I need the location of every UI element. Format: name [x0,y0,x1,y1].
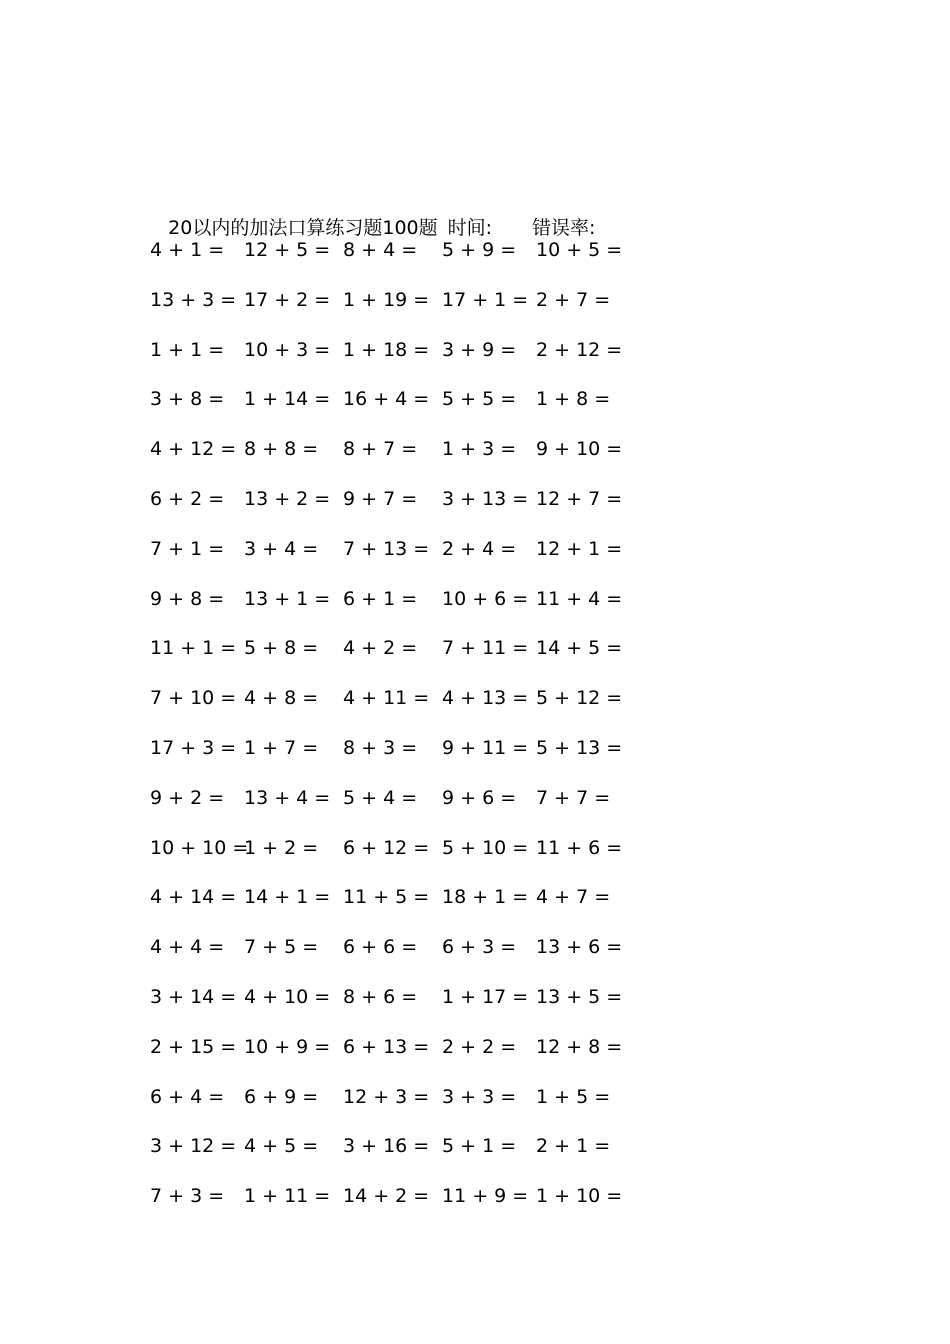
problem-row [0,384,950,414]
problem-row [0,584,950,614]
problem-row [0,733,950,763]
addition-problem: 3 + 13 = [442,488,529,510]
addition-problem: 5 + 10 = [442,836,529,859]
problem-row [0,235,950,265]
problem-row [0,534,950,564]
addition-problem: 8 + 3 = [343,737,418,759]
problem-row [0,335,950,365]
addition-problem: 12 + 1 = [536,537,623,560]
addition-problem: 5 + 1 = [442,1135,517,1158]
addition-problem: 11 + 1 = [150,637,237,660]
addition-problem: 10 + 10 = [150,836,249,859]
addition-problem: 1 + 2 = [244,836,319,859]
addition-problem: 7 + 13 = [343,537,430,560]
addition-problem: 3 + 14 = [150,986,237,1008]
addition-problem: 1 + 1 = [150,338,225,361]
addition-problem: 1 + 17 = [442,986,529,1008]
addition-problem: 12 + 5 = [244,239,331,261]
addition-problem: 11 + 9 = [442,1185,529,1208]
addition-problem: 3 + 4 = [244,537,319,560]
addition-problem: 7 + 11 = [442,637,529,660]
problem-row [0,633,950,663]
addition-problem: 11 + 4 = [536,587,623,610]
addition-problem: 9 + 2 = [150,786,225,809]
problem-row [0,285,950,315]
addition-problem: 7 + 5 = [244,936,319,959]
problem-row [0,882,950,912]
addition-problem: 4 + 1 = [150,239,225,261]
addition-problem: 12 + 7 = [536,488,623,510]
addition-problem: 6 + 9 = [244,1085,319,1108]
addition-problem: 1 + 18 = [343,338,430,361]
problem-row [0,932,950,962]
addition-problem: 10 + 3 = [244,338,331,361]
addition-problem: 13 + 4 = [244,786,331,809]
addition-problem: 8 + 4 = [343,239,418,261]
addition-problem: 3 + 9 = [442,338,517,361]
addition-problem: 8 + 8 = [244,438,319,461]
addition-problem: 7 + 7 = [536,786,611,809]
problem-row [0,1181,950,1211]
problem-row [0,783,950,813]
addition-problem: 2 + 2 = [442,1035,517,1058]
addition-problem: 13 + 5 = [536,986,623,1008]
addition-problem: 2 + 7 = [536,288,611,311]
addition-problem: 5 + 9 = [442,239,517,261]
problem-row [0,434,950,464]
addition-problem: 6 + 3 = [442,936,517,959]
addition-problem: 5 + 13 = [536,737,623,759]
addition-problem: 6 + 12 = [343,836,430,859]
addition-problem: 18 + 1 = [442,886,529,909]
addition-problem: 9 + 6 = [442,786,517,809]
problem-row [0,1082,950,1112]
problem-row [0,484,950,514]
addition-problem: 11 + 6 = [536,836,623,859]
addition-problem: 9 + 11 = [442,737,529,759]
addition-problem: 3 + 8 = [150,388,225,411]
addition-problem: 2 + 15 = [150,1035,237,1058]
addition-problem: 4 + 10 = [244,986,331,1008]
addition-problem: 4 + 8 = [244,687,319,710]
addition-problem: 13 + 6 = [536,936,623,959]
addition-problem: 4 + 2 = [343,637,418,660]
problem-row [0,1131,950,1161]
addition-problem: 1 + 11 = [244,1185,331,1208]
problem-row [0,1032,950,1062]
addition-problem: 6 + 2 = [150,488,225,510]
addition-problem: 9 + 10 = [536,438,623,461]
addition-problem: 17 + 3 = [150,737,237,759]
addition-problem: 3 + 12 = [150,1135,237,1158]
addition-problem: 4 + 13 = [442,687,529,710]
addition-problem: 5 + 8 = [244,637,319,660]
addition-problem: 2 + 1 = [536,1135,611,1158]
addition-problem: 7 + 10 = [150,687,237,710]
addition-problem: 13 + 2 = [244,488,331,510]
addition-problem: 6 + 13 = [343,1035,430,1058]
addition-problem: 3 + 16 = [343,1135,430,1158]
problem-row [0,683,950,713]
addition-problem: 7 + 1 = [150,537,225,560]
addition-problem: 5 + 4 = [343,786,418,809]
addition-problem: 14 + 5 = [536,637,623,660]
addition-problem: 4 + 7 = [536,886,611,909]
addition-problem: 10 + 6 = [442,587,529,610]
problem-row [0,982,950,1012]
addition-problem: 4 + 5 = [244,1135,319,1158]
addition-problem: 14 + 1 = [244,886,331,909]
addition-problem: 4 + 4 = [150,936,225,959]
addition-problem: 14 + 2 = [343,1185,430,1208]
addition-problem: 6 + 1 = [343,587,418,610]
addition-problem: 4 + 14 = [150,886,237,909]
addition-problem: 10 + 5 = [536,239,623,261]
addition-problem: 12 + 3 = [343,1085,430,1108]
error-rate-label: 错误率: [532,217,596,239]
addition-problem: 9 + 7 = [343,488,418,510]
addition-problem: 12 + 8 = [536,1035,623,1058]
worksheet-title: 20以内的加法口算练习题100题 [168,217,438,239]
addition-problem: 6 + 6 = [343,936,418,959]
problem-row [0,833,950,863]
addition-problem: 1 + 8 = [536,388,611,411]
addition-problem: 2 + 4 = [442,537,517,560]
addition-problem: 1 + 3 = [442,438,517,461]
addition-problem: 2 + 12 = [536,338,623,361]
addition-problem: 13 + 1 = [244,587,331,610]
addition-problem: 6 + 4 = [150,1085,225,1108]
addition-problem: 9 + 8 = [150,587,225,610]
addition-problem: 5 + 12 = [536,687,623,710]
addition-problem: 13 + 3 = [150,288,237,311]
addition-problem: 1 + 19 = [343,288,430,311]
time-label: 时间: [447,217,493,239]
addition-problem: 11 + 5 = [343,886,430,909]
addition-problem: 8 + 6 = [343,986,418,1008]
addition-problem: 4 + 11 = [343,687,430,710]
addition-problem: 5 + 5 = [442,388,517,411]
addition-problem: 1 + 10 = [536,1185,623,1208]
addition-problem: 7 + 3 = [150,1185,225,1208]
addition-problem: 17 + 2 = [244,288,331,311]
addition-problem: 4 + 12 = [150,438,237,461]
addition-problem: 8 + 7 = [343,438,418,461]
addition-problem: 1 + 14 = [244,388,331,411]
addition-problem: 17 + 1 = [442,288,529,311]
addition-problem: 1 + 5 = [536,1085,611,1108]
addition-problem: 3 + 3 = [442,1085,517,1108]
addition-problem: 16 + 4 = [343,388,430,411]
addition-problem: 10 + 9 = [244,1035,331,1058]
addition-problem: 1 + 7 = [244,737,319,759]
